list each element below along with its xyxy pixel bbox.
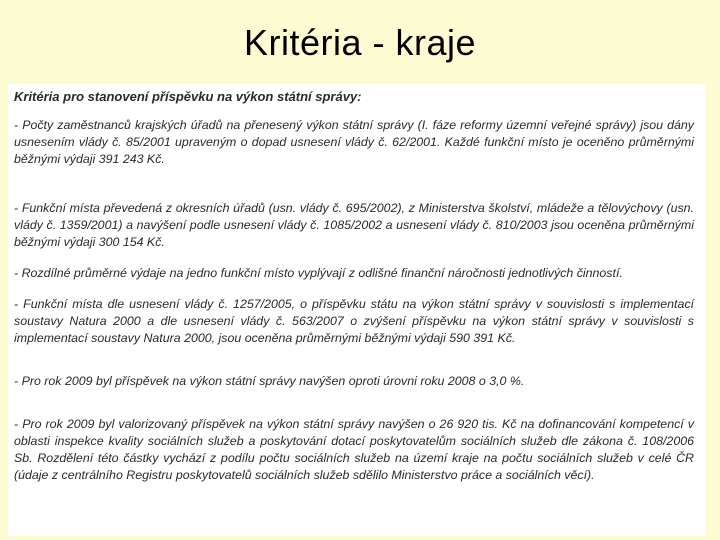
paragraph-2009-social-services: - Pro rok 2009 byl valorizovaný příspěvek na výkon státní správy navýšen o 26 920 tis. Kč na dofinancování kompetencí v oblasti inspekce kvality sociálních služeb a poskytování dotací poskytovatelům sociálních služeb dle zákona č. 108/2006 Sb. Rozdělení této částky vychází z podílu počtu sociálních služeb na území kraje na počtu sociálních služeb v celé ČR (údaje z centrálního Registru poskytovatelů sociálních služeb sdělilo Ministerstvo práce a sociálních věcí). bbox=[14, 417, 694, 482]
paragraph-2009-increase: - Pro rok 2009 byl příspěvek na výkon státní správy navýšen oproti úrovni roku 2008 o 3,0 %. bbox=[14, 374, 525, 388]
document-image bbox=[8, 84, 706, 536]
slide-title: Kritéria - kraje bbox=[243, 22, 477, 63]
paragraph-transferred-positions: - Funkční místa převedená z okresních úřadů (usn. vlády č. 695/2002), z Ministerstva školství, mládeže a tělovýchovy (usn. vlády č. 1359/2001) a navýšení podle usnesení vlády č. 1085/2002 a usnesení vlády č. 810/2003 jsou oceněna průměrnými běžnými výdaji 300 154 Kč. bbox=[14, 201, 694, 249]
paragraph-staff-counts: - Počty zaměstnanců krajských úřadů na přenesený výkon státní správy (I. fáze reformy územní veřejné správy) jsou dány usnesením vlády č. 85/2001 upraveným o dopad usnesení vlády č. 62/2001. Každé funkční místo je oceněno průměrnými běžnými výdaji 391 243 Kč. bbox=[14, 118, 694, 166]
paragraph-natura-2000: - Funkční místa dle usnesení vlády č. 1257/2005, o příspěvku státu na výkon státní správy v souvislosti s implementací soustavy Natura 2000 a dle usnesení vlády č. 563/2007 o zvýšení příspěvku na výkon státní správy v souvislosti s implementací soustavy Natura 2000, jsou oceněna průměrnými běžnými výdaji 590 391 Kč. bbox=[14, 297, 694, 345]
document-heading: Kritéria pro stanovení příspěvku na výkon státní správy: bbox=[14, 89, 362, 104]
paragraph-cost-differences: - Rozdílné průměrné výdaje na jedno funkční místo vyplývají z odlišné finanční náročnosti jednotlivých činností. bbox=[14, 266, 623, 280]
